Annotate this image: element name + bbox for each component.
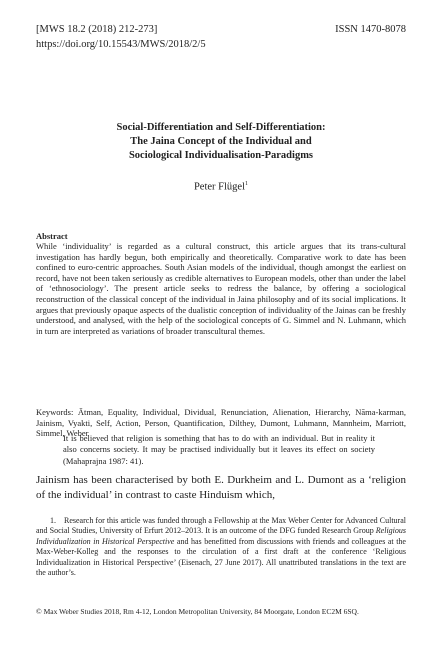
footnote-research-group-title: Religious Individualization in Historical Perspective [36,526,406,546]
journal-reference: [MWS 18.2 (2018) 212-273] [36,24,158,35]
title-line-3: Sociological Individualisation-Paradigms [128,150,314,161]
abstract-text: While ‘individuality’ is regarded as a cultural construct, this article argues that its trans-cultural investigation has hardly begun, both empirically and theoretically. Comparative work to date has been confined to euro-centric approaches. South Asian models of the individual, though amongst the earliest on record, have not been taken seriously as credible alternatives to European models, other than under the label of ‘ethnosociology’. The present article seeks to redress the balance, by offering a sociological reconstruction of the classical concept of the individual in Jaina philosophy and of its social implications. It argues that previously opaque aspects of the dualistic conception of individuality of the Jainas can be freshly understood, and analysed, with the help of the sociological concepts of G. Simmel and N. Luhmann, which in turn are interpreted as variations of broader transcultural themes. [36,241,406,336]
author-name: Peter Flügel [193,181,246,193]
doi-link[interactable]: https://doi.org/10.15543/MWS/2018/2/5 [36,39,206,50]
issn-label: ISSN 1470-8078 [335,24,406,35]
epigraph-quote: It is believed that religion is something that has to do with an individual. But in reality it also concerns society. It may be practised individually but it leaves its effect on society (Mahaprajna 1987: 41). [63,433,375,466]
footnote-text-part-2: and has benefitted from discussions with friends and colleagues at the Max-Weber-Kolleg and the responses to the circulation of a first draft at the conference ‘Religious Individualization in Historical Perspective’ (Eisenach, 27 June 2017). All unattributed translations in the text are the author’s. [36,536,406,578]
article-title [36,121,406,163]
body-paragraph: Jainism has been characterised by both E. Durkheim and L. Dumont as a ‘religion of the individual’ in contrast to caste Hinduism which, [36,474,406,501]
keywords-list: Keywords: Ātman, Equality, Individual, Dividual, Renunciation, Alienation, Hierarchy, Nāma-karman, Jainism, Vyakti, Self, Action, Person, Quantification, Dilthey, Dumont, Luhmann, Mannheim, Marriott, Simmel, Weber [36,407,406,439]
footnote [36,516,406,578]
footnote-text-part-1: Research for this article was funded through a Fellowship at the Max Weber Center for Advanced Cultural and Social Studies, University of Erfurt 2012–2013. It is an outcome of the DFG funded Research Group [36,516,406,536]
title-line-2: The Jaina Concept of the Individual and [130,136,312,147]
citation-block [36,22,206,52]
copyright-footer: © Max Weber Studies 2018, Rm 4-12, London Metropolitan University, 84 Moorgate, London EC2M 6SQ. [36,607,359,616]
footnote-number: 1. [50,516,56,525]
abstract-heading: Abstract [36,231,68,241]
title-line-1: Social-Differentiation and Self-Differentiation: [116,122,326,133]
author-line [36,177,406,195]
journal-page [36,0,406,663]
author-footnote-mark[interactable]: 1 [245,181,249,187]
